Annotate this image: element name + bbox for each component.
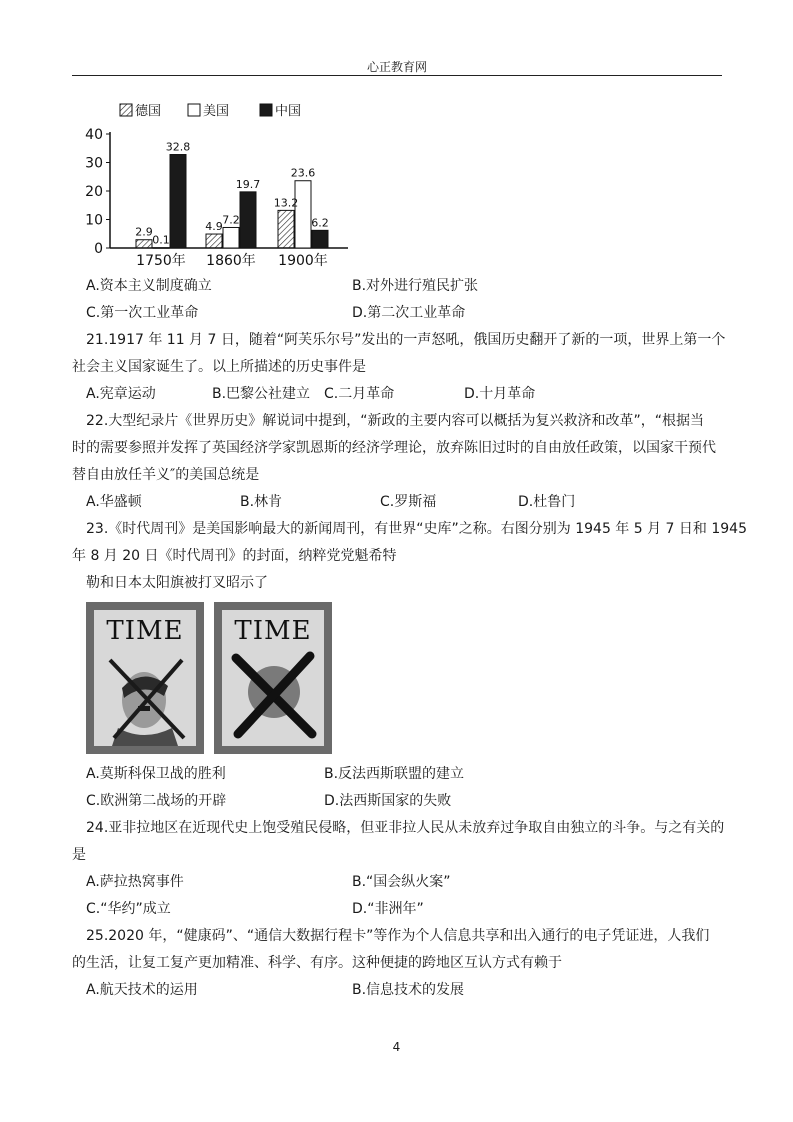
bar-value-label: 7.2 [222,213,240,227]
q21-line-2: 社会主义国家诞生了。以上所描述的历史事件是 [72,359,366,375]
bar [278,210,294,248]
legend-label-2: 美国 [203,104,230,119]
q20-option-b: B.对外进行殖民扩张 [352,278,479,294]
time-cover-title-1: TIME [106,616,184,646]
time-cover-title-2: TIME [234,616,312,646]
bar [240,192,256,248]
q21-option-c: C.二月革命 [324,386,395,402]
q21-line-1: 21.1917 年 11 月 7 日，随着“阿芙乐尔号”发出的一声怒吼，俄国历史翻开了新的一项，世界上第一个 [86,332,726,348]
bar [153,248,169,249]
q22-line-3: 替自由放任羊义″的美国总统是 [72,467,260,483]
bar-value-label: 0.1 [152,233,170,247]
bar-value-label: 4.9 [205,220,223,234]
q22-option-d: D.杜鲁门 [518,494,576,510]
y-tick-label: 40 [85,127,103,143]
bar-value-label: 6.2 [311,216,329,230]
bar [312,230,328,248]
hitler-portrait-crossed [94,610,196,746]
rising-sun-crossed [222,610,324,746]
q23-line-1: 23.《时代周刊》是美国影响最大的新闻周刊，有世界“史库”之称。右图分别为 1945 年 5 月 7 日和 1945 [86,521,747,537]
y-tick-label: 0 [94,241,103,257]
q20-option-d: D.第二次工业革命 [352,305,466,321]
bar [295,181,311,248]
q21-option-a: A.宪章运动 [86,386,156,402]
q24-option-b: B.“国会纵火案” [352,874,451,890]
page-number: 4 [392,1040,401,1054]
legend-swatch-2 [188,104,200,116]
q20-option-c: C.第一次工业革命 [86,305,199,321]
bar [136,240,152,248]
q23-option-c: C.欧洲第二战场的开辟 [86,793,227,809]
q23-option-d: D.法西斯国家的失败 [324,793,452,809]
page-header: 心正教育网 [366,60,427,74]
legend-swatch-3 [260,104,272,116]
q21-option-d: D.十月革命 [464,386,536,402]
y-tick-label: 30 [85,155,103,172]
q24-line-2: 是 [72,847,86,863]
bar-value-label: 32.8 [165,140,191,154]
q22-line-2: 时的需要参照并发挥了英国经济学家凯恩斯的经济学理论，放弃陈旧过时的自由放任政策，以国家干预代 [72,440,716,456]
y-tick-label: 10 [85,212,103,229]
q21-option-b: B.巴黎公社建立 [212,386,311,402]
q22-line-1: 22.大型纪录片《世界历史》解说词中提到，“新政的主要内容可以概括为复兴救济和改革”，“根据当 [86,413,705,429]
x-category-label: 1860年 [206,253,256,269]
q23-option-a: A.莫斯科保卫战的胜利 [86,766,226,782]
q22-option-b: B.林肯 [240,494,283,510]
bar [170,155,186,248]
bar [223,227,239,248]
q25-line-1: 25.2020 年，“健康码”、“通信大数据行程卡”等作为个人信息共享和出入通行的电子凭证进，人我们 [86,928,710,944]
q23-option-b: B.反法西斯联盟的建立 [324,766,465,782]
q24-option-d: D.“非洲年” [352,901,424,917]
q24-line-1: 24.亚非拉地区在近现代史上饱受殖民侵略，但亚非拉人民从未放弃过争取自由独立的斗争。与之有关的 [86,820,725,836]
bar-value-label: 19.7 [235,177,261,191]
bar-value-label: 23.6 [290,166,316,180]
q23-line-3: 勒和日本太阳旗被打叉昭示了 [86,575,268,591]
q22-option-a: A.华盛顿 [86,494,142,510]
legend-label-1: 德国 [135,104,162,119]
legend-label-3: 中国 [275,104,302,119]
time-covers [86,602,332,754]
q25-line-2: 的生活，让复工复产更加精准、科学、有序。这种便捷的跨地区互认方式有赖于 [72,955,562,971]
y-tick-label: 20 [85,184,103,200]
q24-option-a: A.萨拉热窝事件 [86,874,184,890]
x-category-label: 1750年 [136,253,186,269]
q22-option-c: C.罗斯福 [380,494,437,510]
bar-chart [78,96,368,271]
q25-option-b: B.信息技术的发展 [352,982,465,998]
bar [206,234,222,248]
x-category-label: 1900年 [278,253,328,269]
time-cover-hitler [86,602,204,754]
chart-legend [120,103,301,119]
q25-option-a: A.航天技术的运用 [86,982,198,998]
header-divider [72,75,722,76]
time-cover-rising-sun [214,602,332,754]
q23-line-2: 年 8 月 20 日《时代周刊》的封面，纳粹党党魁希特 [72,548,397,564]
q20-option-a: A.资本主义制度确立 [86,278,212,294]
q24-option-c: C.“华约”成立 [86,901,171,917]
bar-value-label: 13.2 [273,196,299,210]
bar-value-label: 2.9 [135,225,153,239]
legend-swatch-1 [120,104,132,116]
